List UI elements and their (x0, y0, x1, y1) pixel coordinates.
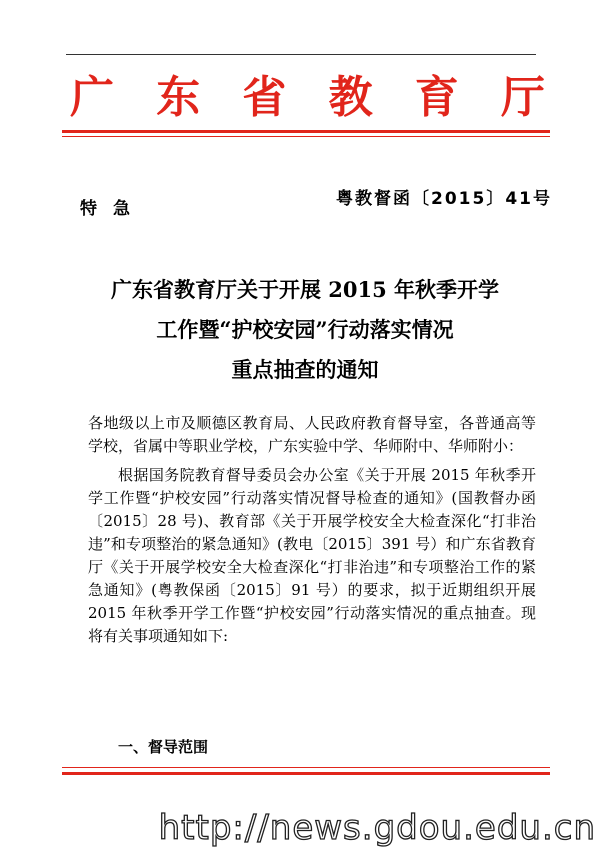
masthead-char: 教 (328, 72, 373, 123)
masthead-red-rule-thin (62, 136, 550, 137)
masthead-char: 厅 (500, 72, 545, 123)
title-line: 重点抽查的通知 (231, 357, 379, 382)
masthead-red-rule (62, 130, 550, 133)
urgency-label: 特急 (80, 199, 146, 219)
masthead-char: 广 (70, 72, 114, 123)
document-number: 粤教督函〔2015〕41号 (336, 189, 552, 209)
source-watermark: http://news.gdou.edu.cn (158, 808, 596, 848)
footer-red-rule (62, 772, 550, 775)
body-paragraph: 根据国务院教育督导委员会办公室《关于开展 2015 年秋季开学工作暨“护校安园”行动落实情况督导检查的通知》(国教督办函〔2015〕28 号)、教育部《关于开展学校安全大检查深化“打非治违”和专项整治的紧急通知》(教电〔2015〕391 号）和广东省教育厅《关于开展学校安全大检查深化“打非治违”和专项整治工作的紧急通知》(粤教保函〔2015〕91 号）的要求，拟于近期组织开展 2015 年秋季开学工作暨“护校安园”行动落实情况的重点抽查。现将有关事项通知如下: (88, 466, 536, 645)
document-title (60, 270, 550, 390)
masthead (70, 70, 545, 126)
top-divider (66, 54, 536, 55)
masthead-char: 东 (156, 72, 201, 123)
masthead-char: 省 (242, 72, 287, 123)
title-line: 广东省教育厅关于开展 2015 年秋季开学 (110, 277, 500, 302)
masthead-char: 育 (414, 72, 459, 123)
footer-red-rule-thin (62, 767, 550, 768)
section-heading: 一、督导范围 (118, 738, 209, 756)
title-line: 工作暨“护校安园”行动落实情况 (156, 317, 454, 342)
document-body (88, 412, 536, 648)
recipients-paragraph: 各地级以上市及顺德区教育局、人民政府教育督导室，各普通高等学校，省属中等职业学校，广东实验中学、华师附中、华师附小： (88, 414, 536, 455)
